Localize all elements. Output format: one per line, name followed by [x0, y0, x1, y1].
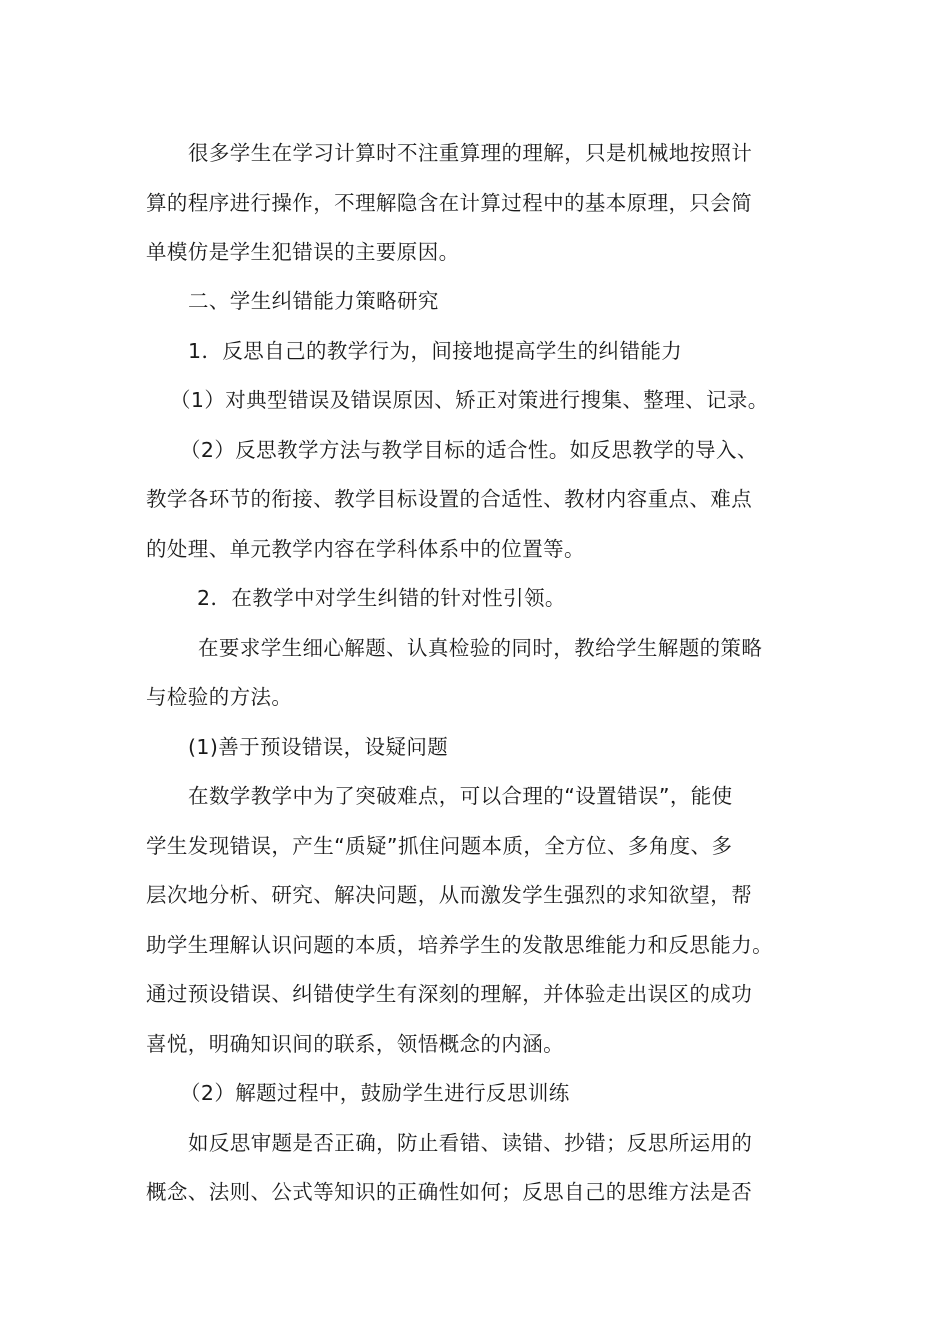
paragraph-line: 通过预设错误、纠错使学生有深刻的理解，并体验走出误区的成功: [146, 982, 753, 1006]
paragraph-line: 与检验的方法。: [146, 685, 293, 709]
paragraph-line: 喜悦，明确知识间的联系，领悟概念的内涵。: [146, 1032, 564, 1056]
paragraph-line: 层次地分析、研究、解决问题，从而激发学生强烈的求知欲望，帮: [146, 883, 753, 907]
list-item: (1)善于预设错误，设疑问题: [188, 735, 449, 759]
paragraph-line: 算的程序进行操作，不理解隐含在计算过程中的基本原理，只会简: [146, 191, 753, 215]
list-item: （2）解题过程中，鼓励学生进行反思训练: [180, 1081, 570, 1105]
paragraph-line: 概念、法则、公式等知识的正确性如何；反思自己的思维方法是否: [146, 1180, 753, 1204]
list-item: （2）反思教学方法与教学目标的适合性。如反思教学的导入、: [180, 438, 758, 462]
paragraph-line: 在要求学生细心解题、认真检验的同时，教给学生解题的策略: [198, 636, 763, 660]
paragraph-line: 单模仿是学生犯错误的主要原因。: [146, 240, 460, 264]
paragraph-line: 如反思审题是否正确，防止看错、读错、抄错；反思所运用的: [188, 1131, 753, 1155]
section-heading: 二、学生纠错能力策略研究: [188, 289, 439, 313]
list-item: （1）对典型错误及错误原因、矫正对策进行搜集、整理、记录。: [170, 388, 769, 412]
subsection-heading: 2．在教学中对学生纠错的针对性引领。: [197, 586, 566, 610]
paragraph-line: 的处理、单元教学内容在学科体系中的位置等。: [146, 537, 585, 561]
paragraph-line: 助学生理解认识问题的本质，培养学生的发散思维能力和反思能力。: [146, 933, 773, 957]
paragraph-line: 很多学生在学习计算时不注重算理的理解，只是机械地按照计: [188, 141, 753, 165]
subsection-heading: 1．反思自己的教学行为，间接地提高学生的纠错能力: [188, 339, 683, 363]
paragraph-line: 教学各环节的衔接、教学目标设置的合适性、教材内容重点、难点: [146, 487, 753, 511]
paragraph-line: 学生发现错误，产生“质疑”抓住问题本质，全方位、多角度、多: [146, 834, 733, 858]
paragraph-line: 在数学教学中为了突破难点，可以合理的“设置错误”，能使: [188, 784, 733, 808]
